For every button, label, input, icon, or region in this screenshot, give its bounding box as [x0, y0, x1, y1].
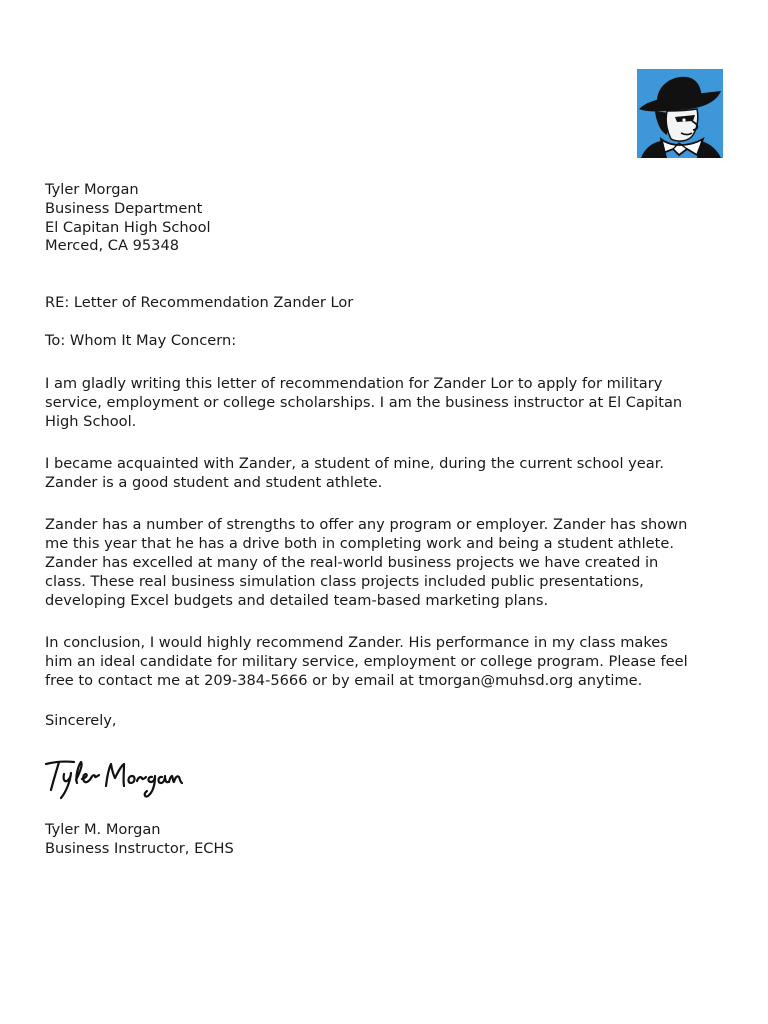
paragraph-line: Zander is a good student and student athlete. — [45, 474, 383, 491]
subject-line: RE: Letter of Recommendation Zander Lor — [45, 294, 354, 311]
closing: Sincerely, — [45, 712, 117, 729]
salutation: To: Whom It May Concern: — [45, 332, 237, 349]
handwritten-signature — [44, 756, 184, 804]
signature-image — [44, 756, 184, 800]
paragraph-3 — [45, 515, 687, 610]
paragraph-line: Zander has excelled at many of the real-world business projects we have created in — [45, 554, 659, 571]
sender-department: Business Department — [45, 199, 203, 217]
school-logo — [637, 69, 723, 158]
sender-name: Tyler Morgan — [45, 181, 139, 198]
paragraph-1 — [45, 374, 682, 431]
sender-city: Merced, CA 95348 — [45, 237, 180, 255]
sender-address — [45, 181, 211, 256]
paragraph-line: free to contact me at 209-384-5666 or by email at tmorgan@muhsd.org anytime. — [45, 672, 643, 689]
paragraph-line: In conclusion, I would highly recommend Zander. His performance in my class makes — [45, 634, 668, 651]
paragraph-line: developing Excel budgets and detailed team-based marketing plans. — [45, 592, 549, 609]
paragraph-line: I am gladly writing this letter of recommendation for Zander Lor to apply for military — [45, 375, 663, 392]
signer-name: Tyler M. Morgan — [45, 821, 161, 838]
paragraph-line: him an ideal candidate for military service, employment or college program. Please feel — [45, 653, 688, 670]
paragraph-4 — [45, 633, 688, 690]
paragraph-line: I became acquainted with Zander, a student of mine, during the current school year. — [45, 455, 664, 472]
signer-block — [45, 820, 234, 858]
sender-school: El Capitan High School — [45, 218, 211, 236]
paragraph-line: me this year that he has a drive both in completing work and being a student athlete. — [45, 535, 674, 552]
paragraph-line: service, employment or college scholarships. I am the business instructor at El Capitan — [45, 394, 683, 411]
paragraph-line: class. These real business simulation class projects included public presentations, — [45, 573, 644, 590]
paragraph-line: Zander has a number of strengths to offer any program or employer. Zander has shown — [45, 516, 688, 533]
paragraph-2 — [45, 454, 664, 492]
paragraph-line: High School. — [45, 413, 137, 430]
cowboy-mascot-icon — [637, 69, 723, 158]
signer-title: Business Instructor, ECHS — [45, 840, 234, 857]
